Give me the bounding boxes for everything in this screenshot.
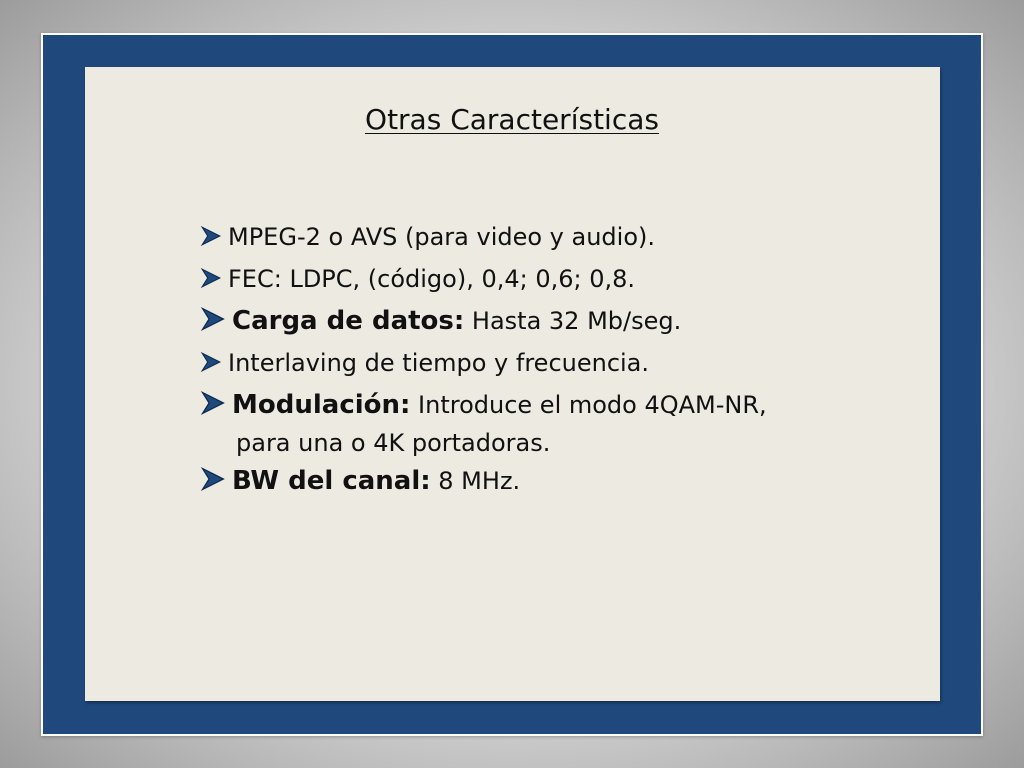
list-item bbox=[200, 258, 900, 300]
slide-title: Otras Características bbox=[365, 103, 659, 136]
arrow-bullet-icon bbox=[200, 351, 222, 373]
bullet-lead: Modulación: bbox=[232, 390, 411, 420]
bullet-text: Interlaving de tiempo y frecuencia. bbox=[228, 349, 650, 377]
list-item bbox=[200, 300, 900, 342]
bullet-text: MPEG-2 o AVS (para video y audio). bbox=[228, 223, 655, 251]
list-item bbox=[200, 216, 900, 258]
bullet-list bbox=[200, 216, 900, 502]
list-item bbox=[200, 342, 900, 384]
list-item bbox=[200, 384, 900, 460]
bullet-text: FEC: LDPC, (código), 0,4; 0,6; 0,8. bbox=[228, 265, 636, 293]
arrow-bullet-icon bbox=[200, 267, 222, 289]
bullet-continuation: para una o 4K portadoras. bbox=[236, 429, 551, 457]
bullet-lead: Carga de datos: bbox=[232, 306, 465, 336]
bullet-text: Hasta 32 Mb/seg. bbox=[464, 307, 682, 335]
bullet-text: 8 MHz. bbox=[430, 467, 521, 495]
bullet-text: Introduce el modo 4QAM-NR, bbox=[410, 391, 767, 419]
arrow-bullet-icon bbox=[200, 225, 222, 247]
bullet-lead: BW del canal: bbox=[232, 466, 431, 496]
arrow-bullet-icon bbox=[200, 390, 226, 416]
arrow-bullet-icon bbox=[200, 466, 226, 492]
list-item bbox=[200, 460, 900, 502]
arrow-bullet-icon bbox=[200, 306, 226, 332]
